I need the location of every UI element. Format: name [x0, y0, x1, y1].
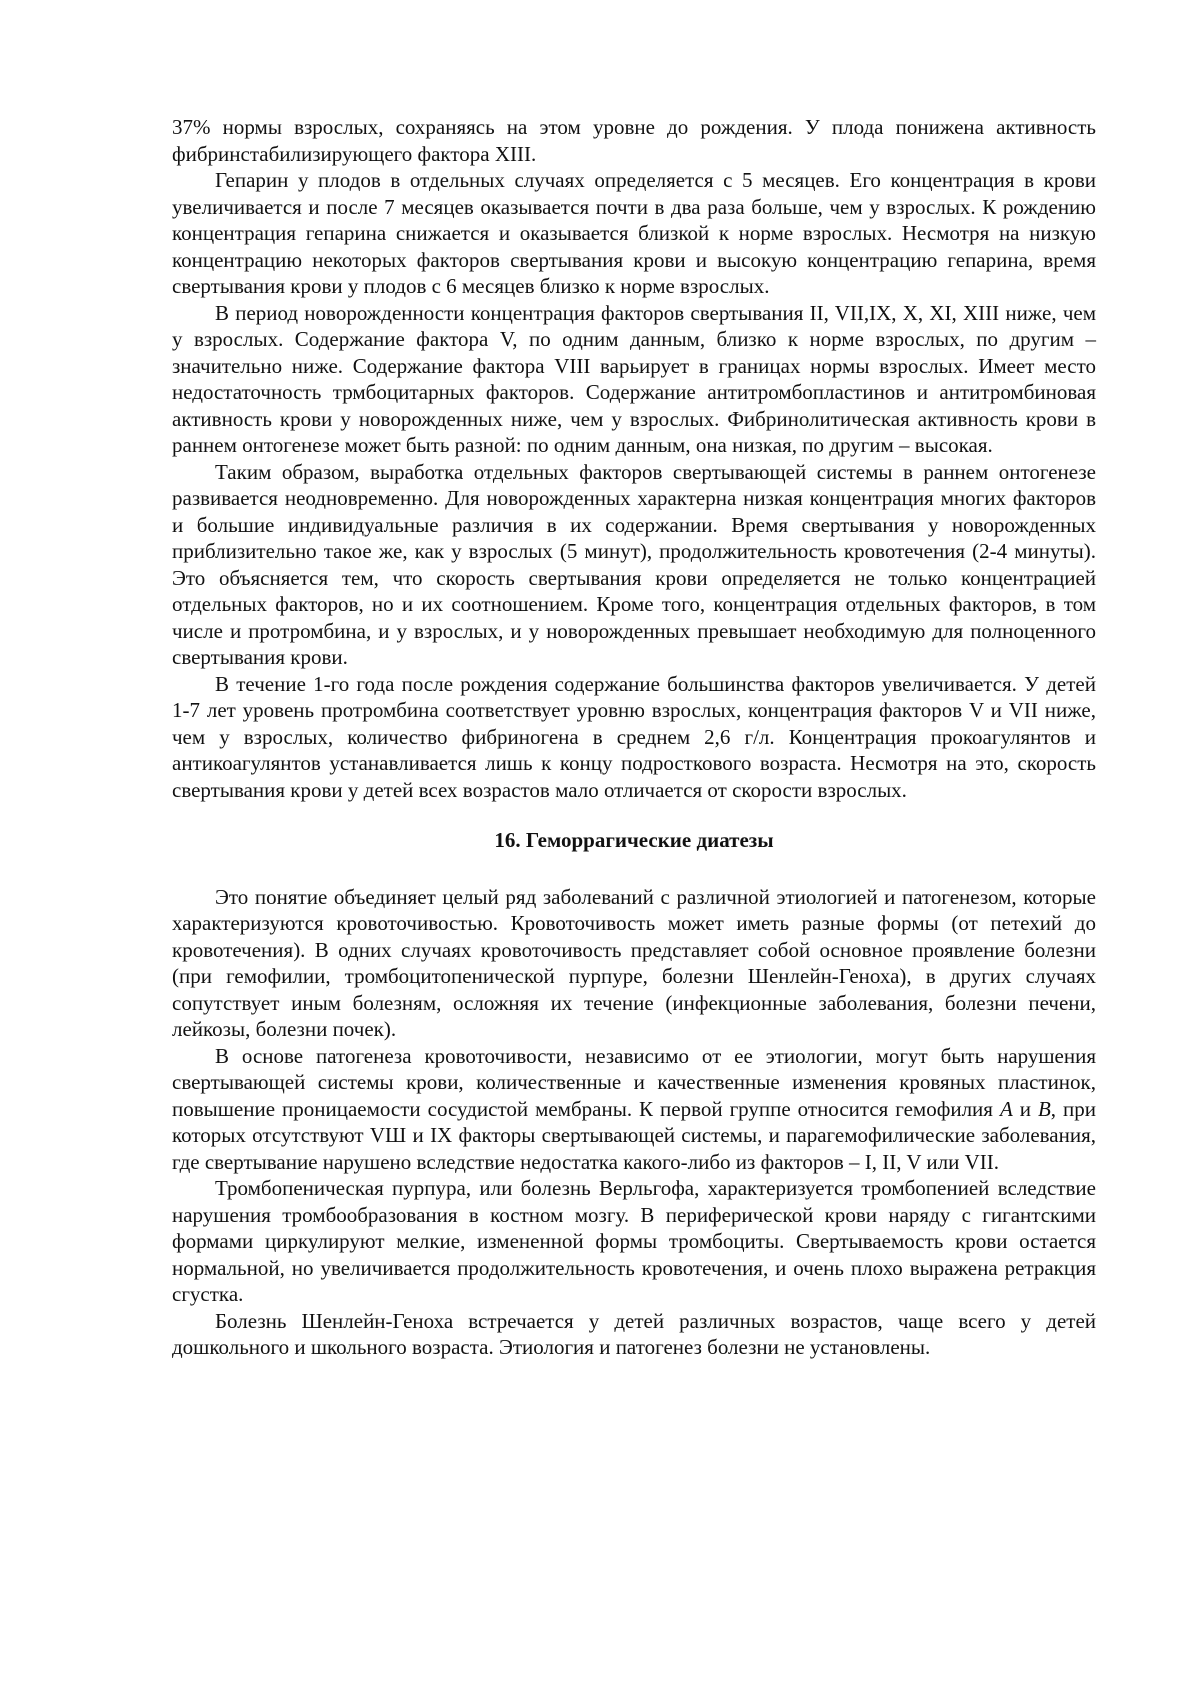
paragraph-continuation: 37% нормы взрослых, сохраняясь на этом уровне до рождения. У плода понижена активность фибринстабилизирующего фактора XIII.	[172, 115, 1096, 166]
paragraph-werlhof: Тромбопеническая пурпура, или болезнь Верльгофа, характеризуется тромбопенией вследствие нарушения тромбообразования в костном мозгу. В периферической крови наряду с гигантскими формами циркулируют мелкие, измененной формы тромбоциты. Свертываемость крови остается нормальной, но увеличивается продолжительность кровотечения, и очень плохо выражена ретракция сгустка.	[172, 1176, 1096, 1306]
paragraph-pathogenesis-text-3: , при которых отсутствуют VШ и IX факторы свертывающей системы, и парагемофилические заболевания, где свертывание нарушено вследствие недостатка какого-либо из факторов – I, II, V или VII.	[172, 1096, 1096, 1174]
paragraph-definition: Это понятие объединяет целый ряд заболеваний с различной этиологией и патогенезом, которые характеризуются кровоточивостью. Кровоточивость может иметь разные формы (от петехий до кровотечения). В одних случаях кровоточивость представляет собой основное проявление болезни (при гемофилии, тромбоцитопенической пурпуре, болезни Шенлейн-Геноха), в других случаях сопутствует иным болезням, осложняя их течение (инфекционные заболевания, болезни печени, лейкозы, болезни почек).	[172, 884, 1096, 1041]
paragraph-pathogenesis-text-1: В основе патогенеза кровоточивости, независимо от ее этиологии, могут быть нарушения свертывающей системы крови, количественные и качественные изменения кровяных пластинок, повышение проницаемости сосудистой мембраны. К первой группе относится гемофилия	[172, 1043, 1096, 1121]
paragraph-first-year: В течение 1-го года после рождения содержание большинства факторов увеличивается. У детей 1-7 лет уровень протромбина соответствует уровню взрослых, концентрация факторов V и VII ниже, чем у взрослых, количество фибриногена в среднем 2,6 г/л. Концентрация прокоагулянтов и антикоагулянтов устанавливается лишь к концу подросткового возраста. Несмотря на это, скорость свертывания крови у детей всех возрастов мало отличается от скорости взрослых.	[172, 671, 1096, 802]
paragraph-newborn-period: В период новорожденности концентрация факторов свертывания II, VII,IX, X, XI, XIII ниже, чем у взрослых. Содержание фактора V, по одним данным, близко к норме взрослых, по другим – значительно ниже. Содержание фактора VIII варьирует в границах нормы взрослых. Имеет место недостаточность трмбоцитарных факторов. Содержание антитромбопластинов и антитромбиновая активность крови у новорожденных ниже, чем у взрослых. Фибринолитическая активность крови в раннем онтогенезе может быть разной: по одним данным, она низкая, по другим – высокая.	[172, 300, 1096, 457]
section-title: Геморрагические диатезы	[525, 828, 774, 852]
paragraph-conclusion: Таким образом, выработка отдельных факторов свертывающей системы в раннем онтогенезе развивается неодновременно. Для новорожденных характерна низкая концентрация многих факторов и большие индивидуальные различия в их содержании. Время свертывания у новорожденных приблизительно такое же, как у взрослых (5 минут), продолжительность кровотечения (2-4 минуты). Это объясняется тем, что скорость свертывания крови определяется не только концентрацией отдельных факторов, но и их соотношением. Кроме того, концентрация отдельных факторов, в том числе и протромбина, и у взрослых, и у новорожденных превышает необходимую для полноценного свертывания крови.	[172, 459, 1096, 669]
document-page	[172, 114, 1096, 1361]
hemophilia-b-label: В	[1037, 1096, 1051, 1121]
paragraph-heparin: Гепарин у плодов в отдельных случаях определяется с 5 месяцев. Его концентрация в крови увеличивается и после 7 месяцев оказывается почти в два раза больше, чем у взрослых. К рождению концентрация гепарина снижается и оказывается близкой к норме взрослых. Несмотря на низкую концентрацию некоторых факторов свертывания крови и высокую концентрацию гепарина, время свертывания крови у плодов с 6 месяцев близко к норме взрослых.	[172, 168, 1096, 298]
section-number: 16.	[494, 828, 521, 852]
paragraph-schonlein-henoch: Болезнь Шенлейн-Геноха встречается у детей различных возрастов, чаще всего у детей дошкольного и школьного возраста. Этиология и патогенез болезни не установлены.	[172, 1308, 1096, 1359]
paragraph-pathogenesis	[172, 1043, 1096, 1176]
paragraph-pathogenesis-text-2: и	[1012, 1096, 1038, 1121]
section-heading	[172, 827, 1096, 854]
hemophilia-a-label: А	[999, 1096, 1013, 1121]
